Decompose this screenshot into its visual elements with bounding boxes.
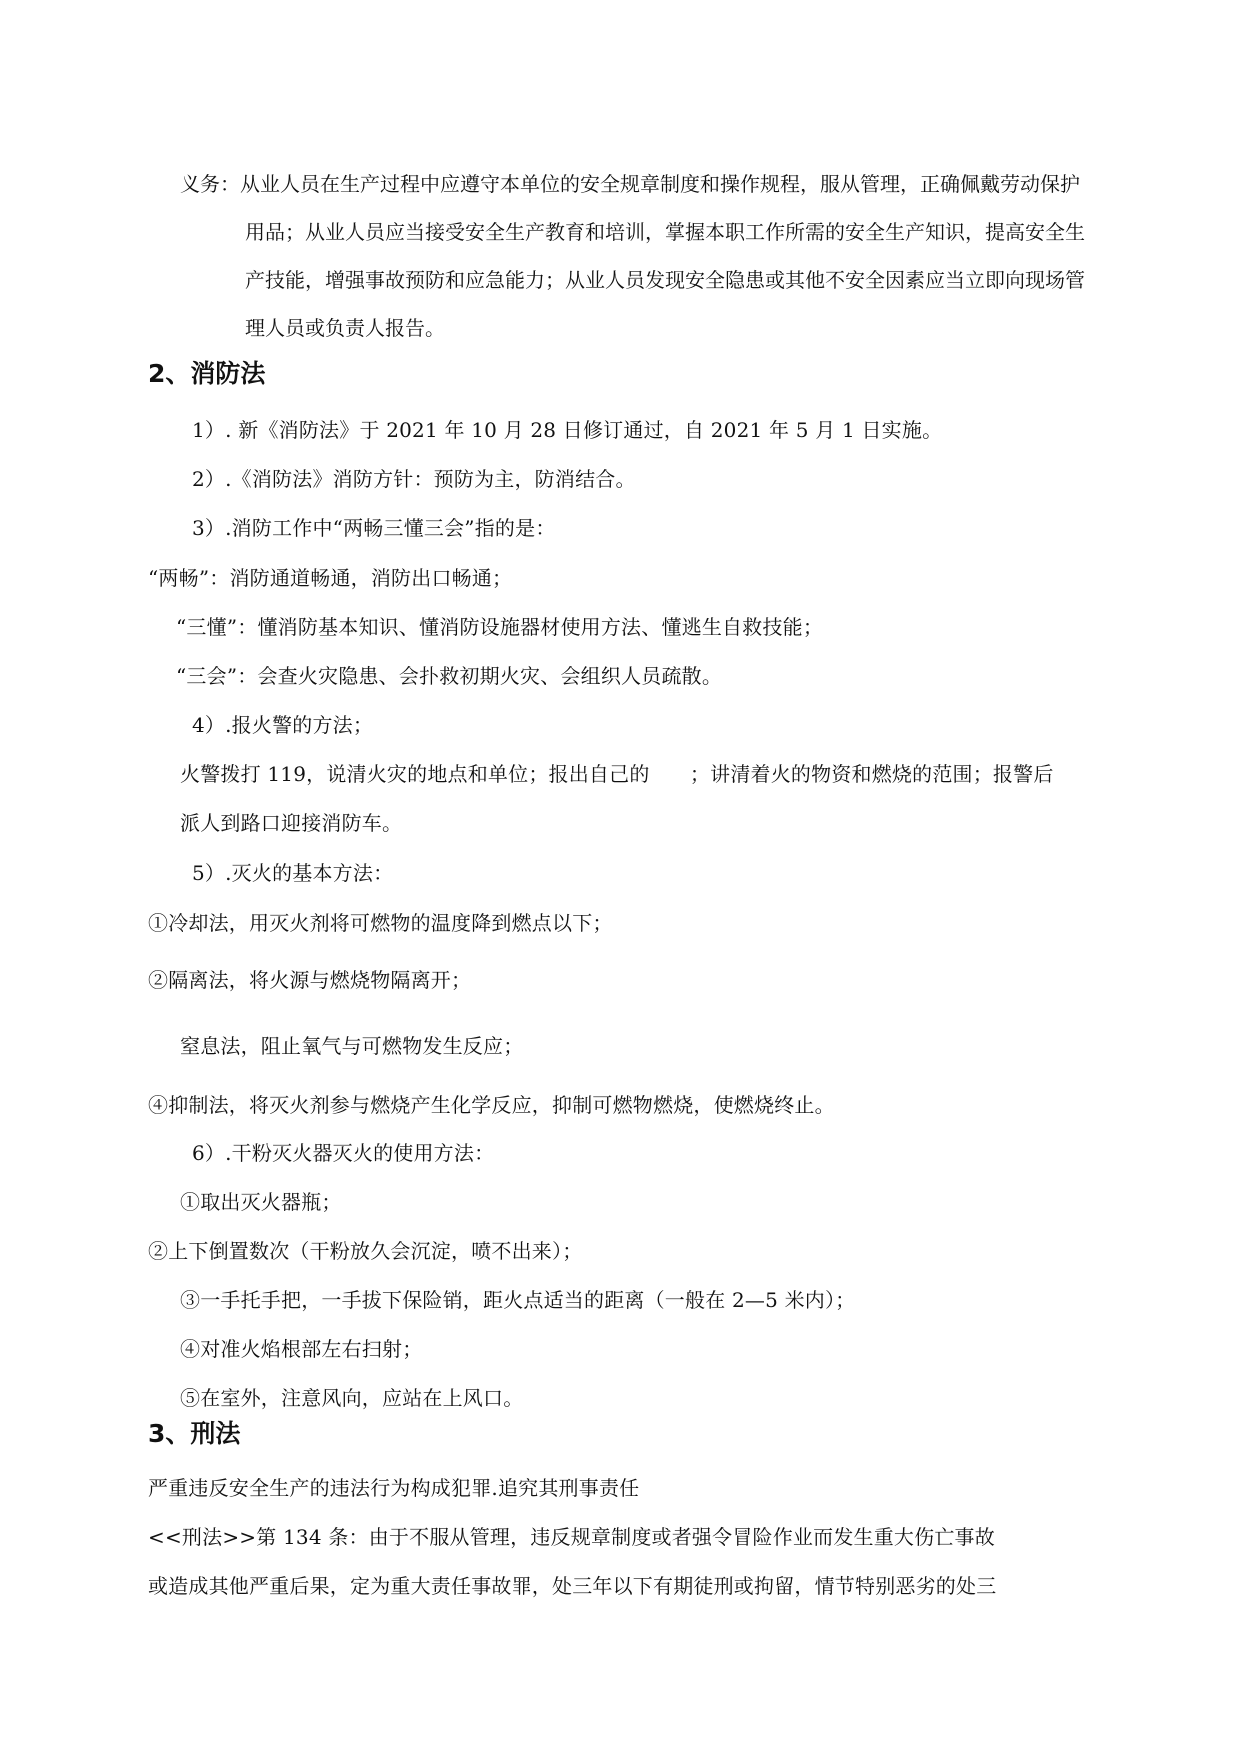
method-isolation: ②隔离法，将火源与燃烧物隔离开； (148, 968, 472, 992)
criminal-para-1: 严重违反安全生产的违法行为构成犯罪.追究其刑事责任 (148, 1476, 640, 1500)
step-3: ③一手托手把，一手拔下保险销，距火点适当的距离（一般在 2—5 米内）； (180, 1288, 856, 1312)
item-2-policy: 2）.《消防法》消防方针：预防为主，防消结合。 (192, 467, 636, 491)
step-5: ⑤在室外，注意风向，应站在上风口。 (180, 1386, 524, 1410)
step-4: ④对准火焰根部左右扫射； (180, 1337, 423, 1361)
step-2: ②上下倒置数次（干粉放久会沉淀，喷不出来）； (148, 1239, 583, 1263)
item-5-extinguish-methods: 5）.灭火的基本方法： (192, 861, 394, 885)
item-4-fire-alarm: 4）.报火警的方法； (192, 713, 374, 737)
criminal-para-2: <<刑法>>第 134 条：由于不服从管理，违反规章制度或者强令冒险作业而发生重大伤亡事故 (148, 1525, 995, 1549)
item-1-revision: 1）. 新《消防法》于 2021 年 10 月 28 日修订通过，自 2021 年 5 月 1 日实施。 (192, 418, 943, 442)
duties-line-4: 理人员或负责人报告。 (245, 316, 445, 340)
method-suffocation: 窒息法，阻止氧气与可燃物发生反应； (180, 1034, 524, 1058)
step-1: ①取出灭火器瓶； (180, 1190, 342, 1214)
sanhui-line: “三会”：会查火灾隐患、会扑救初期火灾、会组织人员疏散。 (176, 664, 723, 688)
duties-line-2: 用品；从业人员应当接受安全生产教育和培训，掌握本职工作所需的安全生产知识，提高安全生 (245, 220, 1085, 244)
alarm-line-1: 火警拨打 119，说清火灾的地点和单位；报出自己的 ；讲清着火的物资和燃烧的范围；报警后 (180, 762, 1054, 786)
criminal-para-3: 或造成其他严重后果，定为重大责任事故罪，处三年以下有期徒刑或拘留，情节特别恶劣的处三 (148, 1574, 997, 1598)
liangchang-line: “两畅”：消防通道畅通，消防出口畅通； (148, 566, 513, 590)
alarm-line-2: 派人到路口迎接消防车。 (180, 811, 403, 835)
sandong-line: “三懂”：懂消防基本知识、懂消防设施器材使用方法、懂逃生自救技能； (176, 615, 824, 639)
section-heading-criminal-law: 3、刑法 (148, 1419, 241, 1448)
section-heading-fire-law: 2、消防法 (148, 359, 266, 388)
duties-line-3: 产技能，增强事故预防和应急能力；从业人员发现安全隐患或其他不安全因素应当立即向现场管 (245, 268, 1085, 292)
duties-line-1: 义务：从业人员在生产过程中应遵守本单位的安全规章制度和操作规程，服从管理，正确佩戴劳动保护 (180, 172, 1080, 196)
item-3-two-three-three: 3）.消防工作中“两畅三懂三会”指的是： (192, 516, 556, 540)
method-cooling: ①冷却法，用灭火剂将可燃物的温度降到燃点以下； (148, 911, 613, 935)
method-suppression: ④抑制法，将灭火剂参与燃烧产生化学反应，抑制可燃物燃烧，使燃烧终止。 (148, 1093, 835, 1117)
item-6-dry-powder: 6）.干粉灭火器灭火的使用方法： (192, 1141, 495, 1165)
duties-paragraph (180, 160, 1170, 352)
